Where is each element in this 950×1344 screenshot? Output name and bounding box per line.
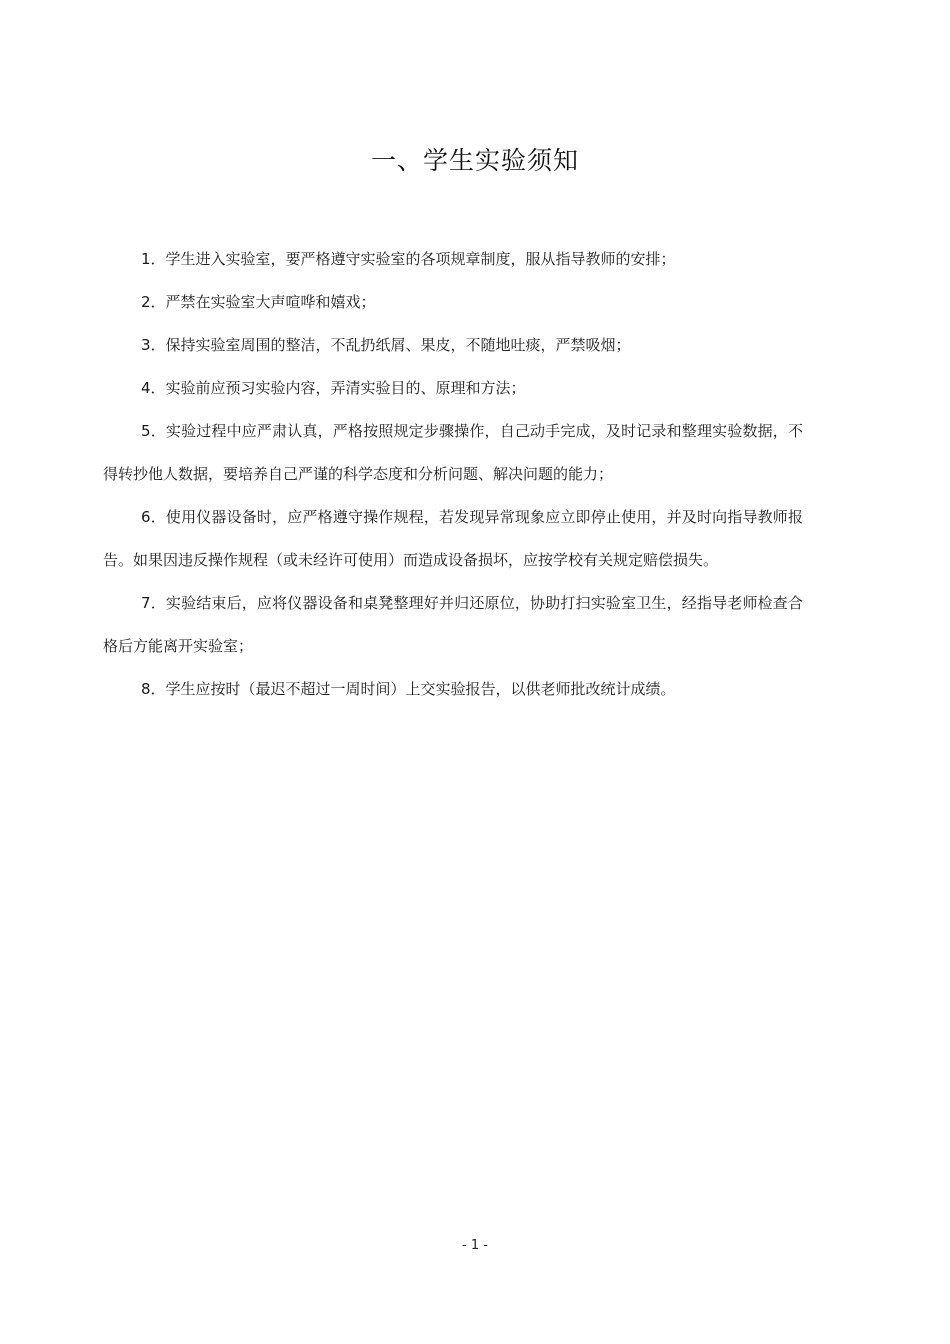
rule-item-2: 2．严禁在实验室大声喧哗和嬉戏；	[141, 293, 376, 311]
rule-item-5: 5．实验过程中应严肃认真，严格按照规定步骤操作，自己动手完成，及时记录和整理实验数据，不得转抄他人数据，要培养自己严谨的科学态度和分析问题、解决问题的能力；	[103, 422, 803, 483]
page-number: - 1 -	[462, 1238, 488, 1253]
rule-item-6: 6．使用仪器设备时，应严格遵守操作规程，若发现异常现象应立即停止使用，并及时向指导教师报告。如果因违反操作规程（或未经许可使用）而造成设备损坏，应按学校有关规定赔偿损失。	[103, 508, 803, 569]
rule-item-3: 3．保持实验室周围的整洁，不乱扔纸屑、果皮，不随地吐痰，严禁吸烟；	[141, 336, 631, 354]
rules-list	[103, 238, 803, 711]
rule-item-8: 8．学生应按时（最迟不超过一周时间）上交实验报告，以供老师批改统计成绩。	[141, 680, 676, 698]
rule-item-7: 7．实验结束后，应将仪器设备和桌凳整理好并归还原位，协助打扫实验室卫生，经指导老师检查合格后方能离开实验室；	[103, 594, 803, 655]
rule-item-4: 4．实验前应预习实验内容，弄清实验目的、原理和方法；	[141, 379, 526, 397]
rule-item-1: 1．学生进入实验室，要严格遵守实验室的各项规章制度，服从指导教师的安排；	[141, 250, 676, 268]
page-title: 一、学生实验须知	[370, 146, 579, 175]
